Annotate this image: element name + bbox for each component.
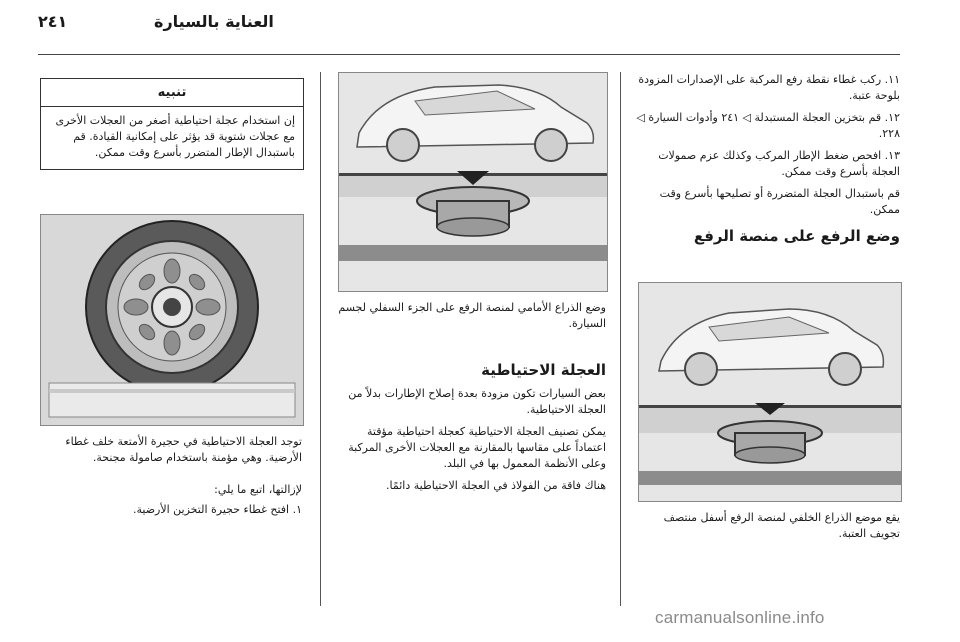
spare-wheel-caption: توجد العجلة الاحتياطية في حجيرة الأمتعة خلف غطاء الأرضية. وهي مؤمنة باستخدام صامولة مجنحة. [65, 435, 302, 464]
spare-wheel-p1: بعض السيارات تكون مزودة بعدة إصلاح الإطارات بدلاً من العجلة الاحتياطية. [348, 387, 606, 416]
removal-intro: لإزالتها، اتبع ما يلي: [214, 483, 302, 496]
notice-box [40, 78, 304, 170]
spare-wheel-figure [40, 214, 304, 426]
spare-wheel-heading: العجلة الاحتياطية [481, 361, 606, 379]
column-right [634, 72, 900, 252]
removal-step-1: ١. افتح غطاء حجيرة التخزين الأرضية. [132, 503, 302, 516]
spare-wheel-illustration [41, 215, 303, 425]
rear-lift-illustration [639, 283, 901, 501]
page-header [38, 8, 900, 38]
step-13: ١٣. افحص ضغط الإطار المركب وكذلك عزم صمولات العجلة بأسرع وقت ممكن. [658, 149, 900, 178]
column-divider-left [320, 72, 321, 606]
rear-lift-caption: يقع موضع الذراع الخلفي لمنصة الرفع أسفل منتصف تجويف العتبة. [663, 511, 900, 540]
header-rule [38, 54, 900, 55]
watermark-text: carmanualsonline.info [655, 608, 825, 627]
step-11: ١١. ركب غطاء نقطة رفع المركبة على الإصدارات المزودة بلوحة عتبة. [638, 73, 900, 102]
step-12: ١٢. قم بتخزين العجلة المستبدلة ◁ ٢٤١ وأدوات السيارة ◁ ٢٢٨. [636, 111, 900, 140]
notice-body: إن استخدام عجلة احتياطية أصغر من العجلات الأخرى مع عجلات شتوية قد يؤثر على إمكانية القيادة. قم باستبدال الإطار المتضرر بأسرع وقت ممكن. [55, 114, 295, 159]
column-divider-right [620, 72, 621, 606]
lift-heading: وضع الرفع على منصة الرفع [693, 227, 900, 245]
front-lift-illustration [339, 73, 607, 291]
repair-paragraph: قم باستبدال العجلة المتضررة أو تصليحها بأسرع وقت ممكن. [659, 187, 900, 216]
notice-title: تنبيه [41, 79, 303, 107]
rear-lift-figure [638, 282, 902, 502]
front-lift-caption: وضع الذراع الأمامي لمنصة الرفع على الجزء السفلي لجسم السيارة. [338, 301, 606, 330]
spare-wheel-p3: هناك فاقة من الفولاذ في العجلة الاحتياطية دائمًا. [386, 479, 606, 492]
column-middle [338, 352, 606, 500]
section-title: العناية بالسيارة [154, 12, 274, 31]
page-number: ٢٤١ [38, 12, 68, 31]
front-lift-figure [338, 72, 608, 292]
spare-wheel-p2: يمكن تصنيف العجلة الاحتياطية كعجلة احتياطية مؤقتة اعتماداً على مقاسها بالمقارنة مع العجلات الأخرى المركبة وعلى الأنظمة المعمول بها في البلد. [348, 425, 606, 470]
